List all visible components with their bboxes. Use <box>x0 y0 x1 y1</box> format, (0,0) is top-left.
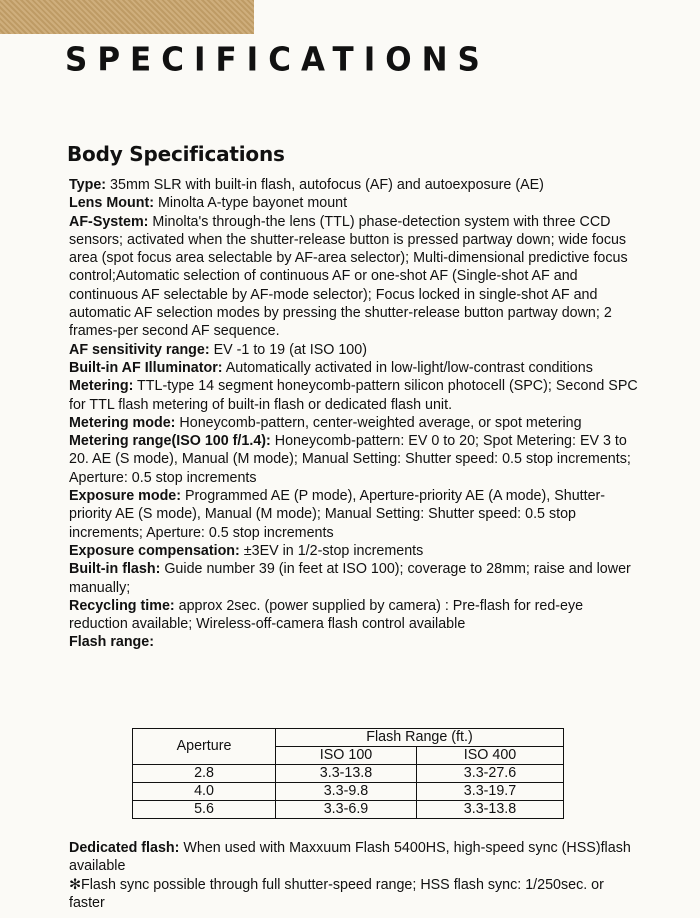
spec-text: Automatically activated in low-light/low-contrast conditions <box>222 359 593 376</box>
spec-flash-range <box>69 633 639 651</box>
cell-iso100: 3.3-13.8 <box>276 765 417 783</box>
spec-text: approx 2sec. (power supplied by camera) : Pre-flash for red-eye reduction available; Wireless-off-camera flash control available <box>69 597 584 633</box>
spec-text: 35mm SLR with built-in flash, autofocus (AF) and autoexposure (AE) <box>106 177 544 193</box>
spec-text: Honeycomb-pattern: EV 0 to 20; Spot Metering: EV 3 to 20. AE (S mode), Manual (M mode); Manual Setting: Shutter speed: 0.5 stop increments; Aperture: 0.5 stop increments <box>69 433 631 486</box>
spec-af-system <box>69 213 639 341</box>
spec-text: TTL-type 14 segment honeycomb-pattern silicon photocell (SPC); Second SPC for TTL flash metering of built-in flash or dedicated flash unit. <box>69 378 638 413</box>
spec-text: EV -1 to 19 (at ISO 100) <box>209 341 367 358</box>
cell-aperture: 2.8 <box>133 765 276 783</box>
cell-aperture: 5.6 <box>133 801 276 819</box>
spec-metering-mode <box>69 414 639 432</box>
spec-metering-range <box>69 432 639 487</box>
spec-exposure-mode <box>69 487 639 542</box>
header-iso100: ISO 100 <box>276 747 417 765</box>
spec-label: Lens Mount: <box>69 195 154 212</box>
spec-text: Programmed AE (P mode), Aperture-priority AE (A mode), Shutter-priority AE (S mode), Manual (M mode); Manual Setting: Shutter speed: 0.5 stop increments; Aperture: 0.5 stop increments <box>69 488 606 541</box>
cell-iso400: 3.3-27.6 <box>417 765 564 783</box>
spec-exposure-compensation <box>69 542 639 560</box>
spec-label: AF sensitivity range: <box>69 341 210 358</box>
spec-recycling-time <box>69 597 639 634</box>
cell-iso400: 3.3-13.8 <box>417 801 564 819</box>
corner-color-band <box>0 0 254 34</box>
dedicated-flash <box>69 839 639 876</box>
spec-label: Dedicated flash: <box>69 840 180 856</box>
spec-label: Recycling time: <box>69 597 175 614</box>
spec-text: Minolta's through-the lens (TTL) phase-detection system with three CCD sensors; activated when the shutter-release button is pressed partway down; wide focus area (spot focus area selectable by AF-area selector); Multi-dimensional predictive focus control;Automatic selection of continuous AF or one-shot AF (Single-shot AF and continuous AF selectable by AF-mode selector); Focus locked in single-shot AF and automatic AF selection modes by pressing the shutter-release button partway down; 2 frames-per second AF sequence. <box>69 213 628 340</box>
spec-list <box>69 176 639 652</box>
spec-text: ±3EV in 1/2-stop increments <box>239 542 424 559</box>
spec-text: Minolta A-type bayonet mount <box>153 195 348 212</box>
spec-text: Guide number 39 (in feet at ISO 100); coverage to 28mm; raise and lower manually; <box>69 561 631 596</box>
section-title: Body Specifications <box>67 142 285 166</box>
header-flash-range: Flash Range (ft.) <box>276 729 564 747</box>
cell-iso100: 3.3-9.8 <box>276 783 417 801</box>
footnote: ✻Flash sync possible through full shutter-speed range; HSS flash sync: 1/250sec. or faster <box>69 876 604 911</box>
spec-text: When used with Maxxuum Flash 5400HS, high-speed sync (HSS)flash available <box>69 840 631 875</box>
spec-built-in-flash <box>69 560 639 597</box>
cell-iso400: 3.3-19.7 <box>417 783 564 801</box>
cell-aperture: 4.0 <box>133 783 276 801</box>
spec-af-sensitivity <box>69 341 639 359</box>
table-header-row <box>133 729 564 747</box>
header-aperture: Aperture <box>133 729 276 765</box>
spec-label: Built-in flash: <box>69 561 161 578</box>
spec-type <box>69 176 639 194</box>
spec-label: Exposure compensation: <box>69 542 240 559</box>
table-row <box>133 801 564 819</box>
spec-label: Built-in AF Illuminator: <box>69 359 223 376</box>
spec-label: Metering range(ISO 100 f/1.4): <box>69 433 271 450</box>
spec-lens-mount <box>69 194 639 212</box>
spec-label: Metering: <box>69 378 134 395</box>
spec-af-illuminator <box>69 359 639 377</box>
spec-label: Metering mode: <box>69 414 176 431</box>
cell-iso100: 3.3-6.9 <box>276 801 417 819</box>
table-row <box>133 783 564 801</box>
table-row <box>133 765 564 783</box>
notes <box>69 839 639 912</box>
spec-text: Honeycomb-pattern, center-weighted average, or spot metering <box>175 414 582 431</box>
spec-label: AF-System: <box>69 213 149 230</box>
spec-label: Type: <box>69 177 107 193</box>
spec-metering <box>69 377 639 414</box>
header-iso400: ISO 400 <box>417 747 564 765</box>
flash-range-table <box>132 728 564 819</box>
page-title: SPECIFICATIONS <box>65 41 490 79</box>
spec-label: Flash range: <box>69 634 155 651</box>
spec-label: Exposure mode: <box>69 488 182 505</box>
